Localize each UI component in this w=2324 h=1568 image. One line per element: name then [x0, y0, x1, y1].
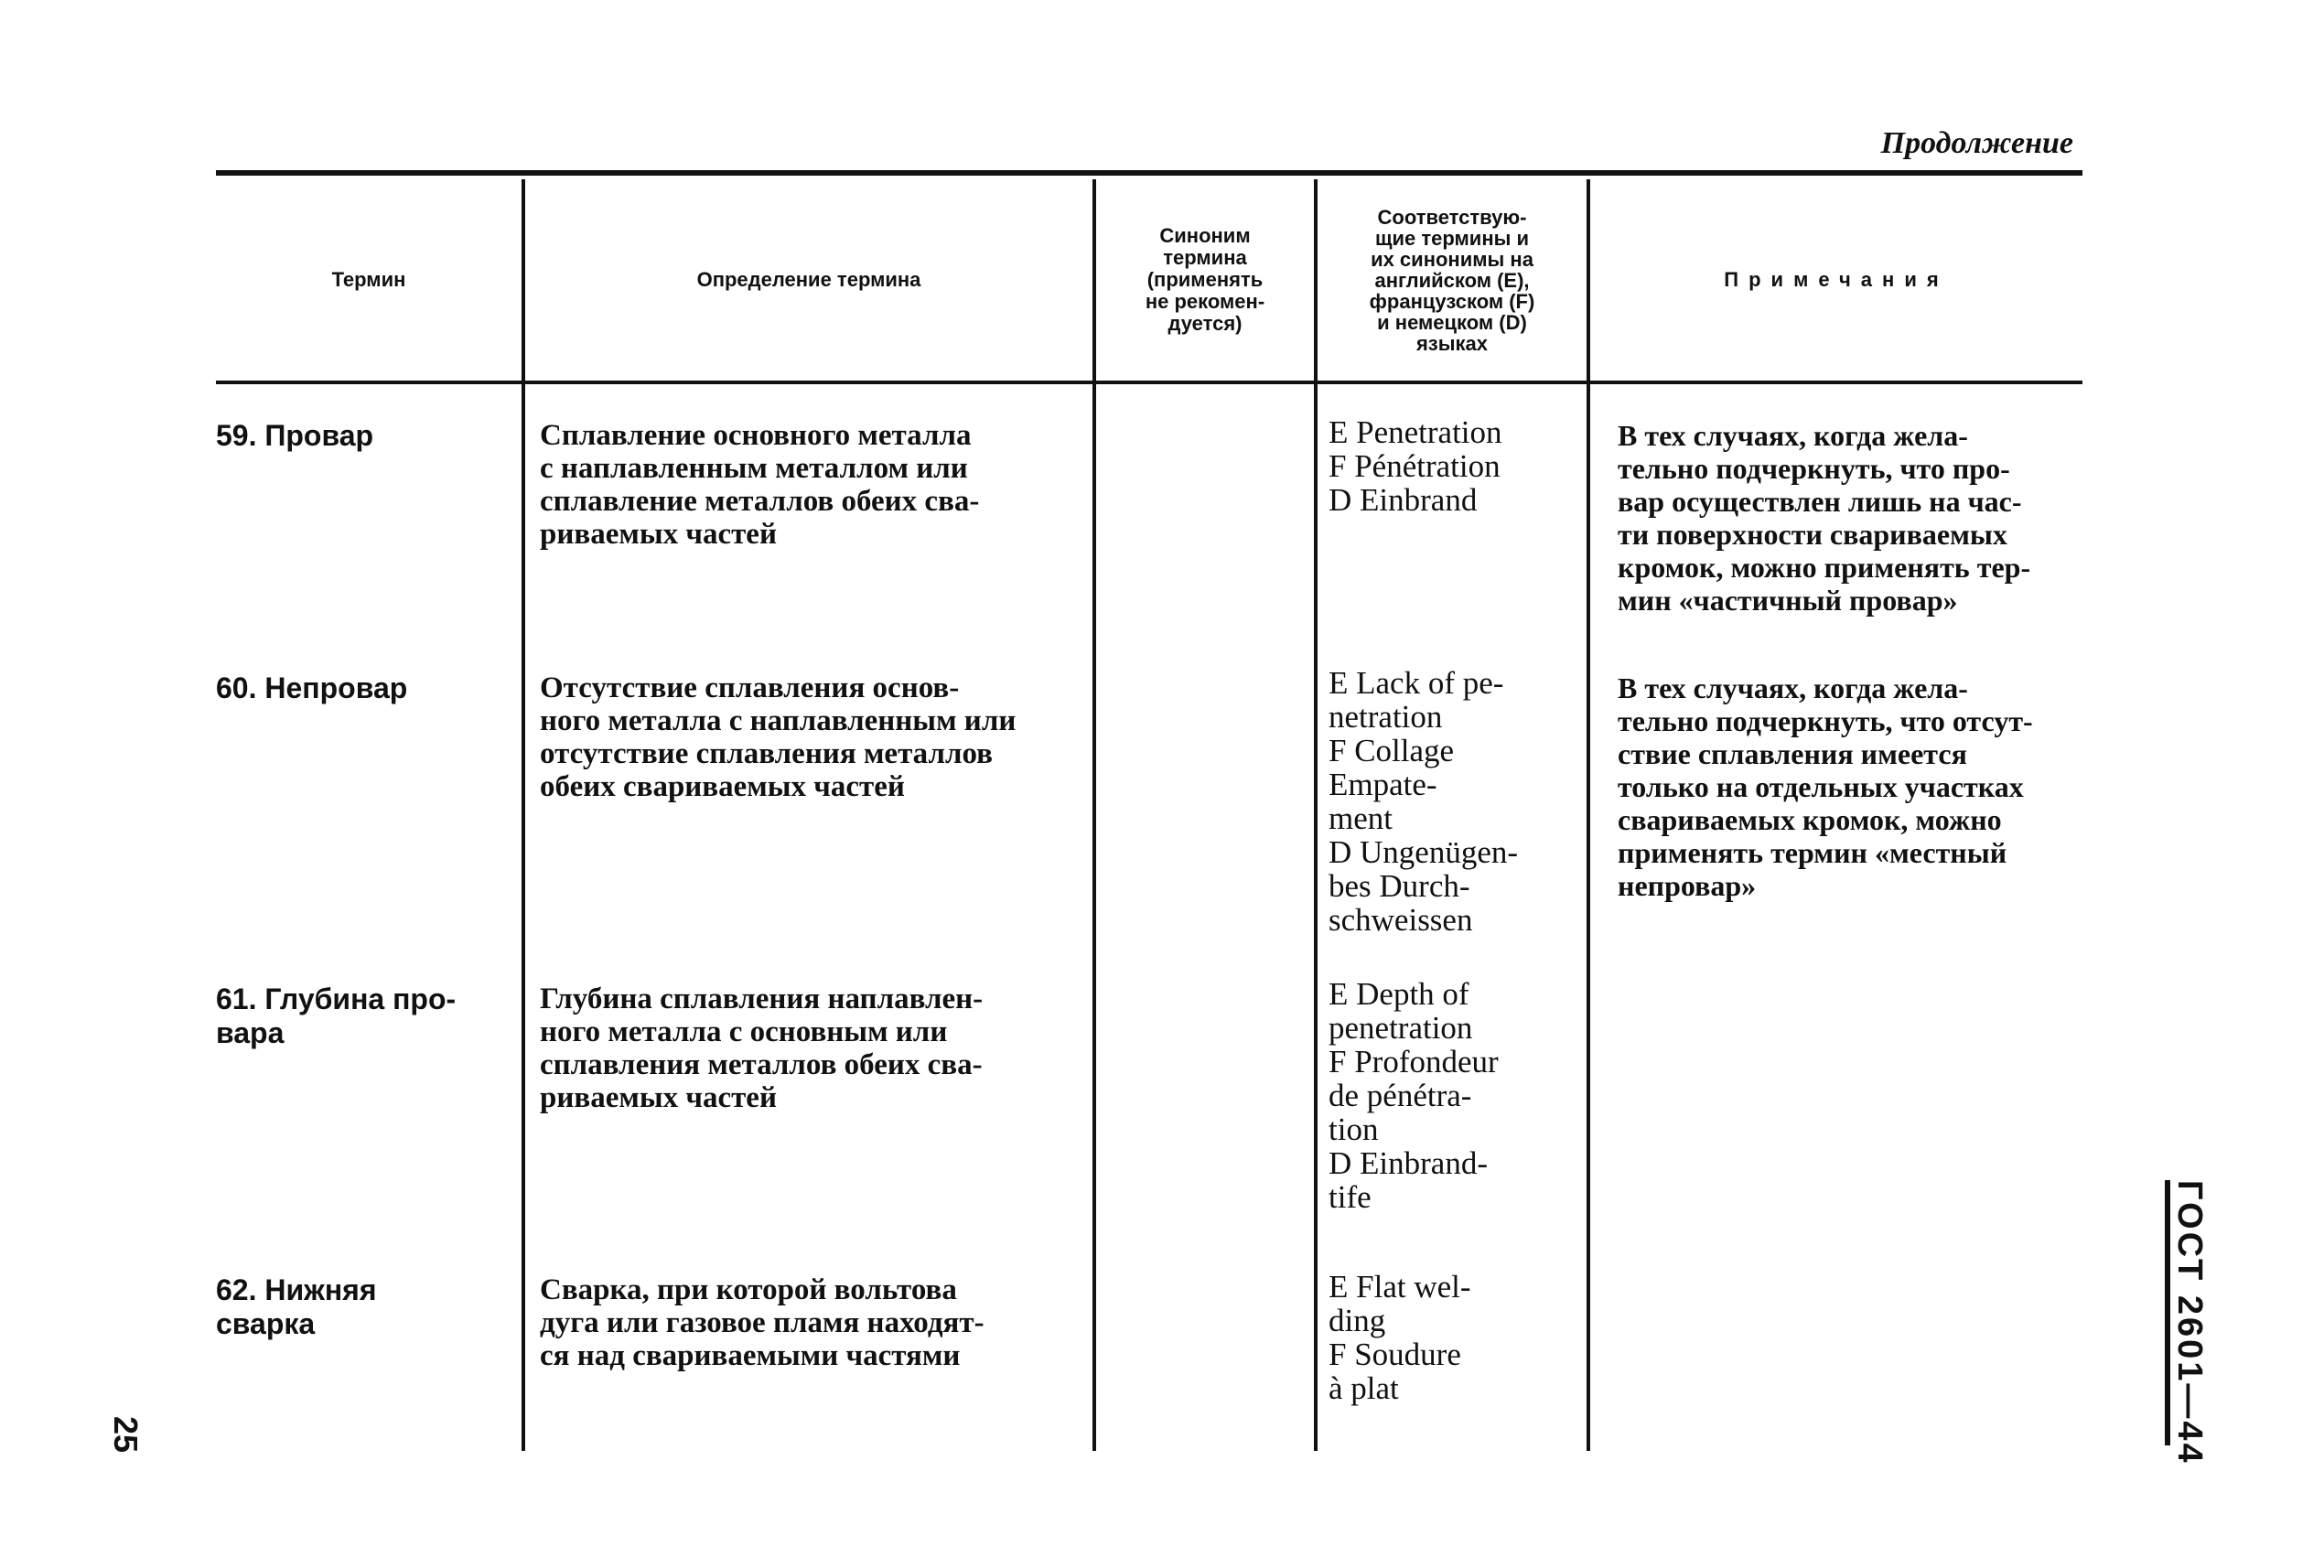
continuation-label: Продолжение [1880, 126, 2073, 160]
header-notes-label: Примечания [1724, 268, 1949, 291]
header-rule [216, 381, 2082, 384]
standard-code: ГОСТ 2601—44 [2170, 1180, 2209, 1466]
header-definition [525, 183, 1092, 377]
definition-cell: Отсутствие сплавления основ- ного металла с наплавленным или отсутствие сплавления металлов обеих свариваемых частей [540, 671, 1017, 803]
note-cell: В тех случаях, когда жела- тельно подчеркнуть, что отсут- ствие сплавления имеется только на отдельных участках свариваемых кромок, можно применять термин «местный непровар» [1618, 671, 2033, 902]
header-equivalents [1318, 183, 1587, 377]
term-cell: 60. Непровар [216, 671, 408, 704]
equivalents-cell: E Flat wel- ding F Soudure à plat [1329, 1269, 1471, 1406]
term-cell: 62. Нижняя сварка [216, 1273, 377, 1340]
equivalents-cell: E Penetration F Pénétration D Einbrand [1329, 414, 1502, 518]
header-notes [1590, 183, 2082, 377]
header-term-label: Термин [331, 268, 406, 291]
definition-cell: Сварка, при которой вольтова дуга или газовое пламя находят- ся над свариваемыми частями [540, 1273, 984, 1372]
top-rule [216, 170, 2082, 176]
header-definition-label: Определение термина [696, 268, 921, 291]
definition-cell: Сплавление основного металла с наплавленным металлом или сплавление металлов обеих сва- риваемых частей [540, 419, 980, 551]
header-term [216, 183, 522, 377]
header-synonyms [1096, 183, 1314, 377]
header-equivalents-label: Соответствую- щие термины и их синонимы на английском (E), французском (F) и немецком (D) языках [1369, 205, 1535, 355]
page-number: 25 [107, 1416, 145, 1454]
equivalents-cell: E Lack of pe- netration F Collage Empate- ment D Ungenügen- bes Durch- schweissen [1329, 665, 1519, 938]
definition-cell: Глубина сплавления наплавлен- ного металла с основным или сплавления металлов обеих сва- риваемых частей [540, 983, 984, 1114]
term-cell: 61. Глубина про- вара [216, 983, 457, 1049]
header-synonyms-label: Синоним термина (применять не рекомен- дуется) [1145, 224, 1265, 335]
equivalents-cell: E Depth of penetration F Profondeur de pénétra- tion D Einbrand- tife [1329, 976, 1499, 1215]
note-cell: В тех случаях, когда жела- тельно подчеркнуть, что про- вар осуществлен лишь на час- ти поверхности свариваемых кромок, можно применять тер- мин «частичный провар» [1618, 419, 2031, 617]
term-cell: 59. Провар [216, 419, 374, 452]
